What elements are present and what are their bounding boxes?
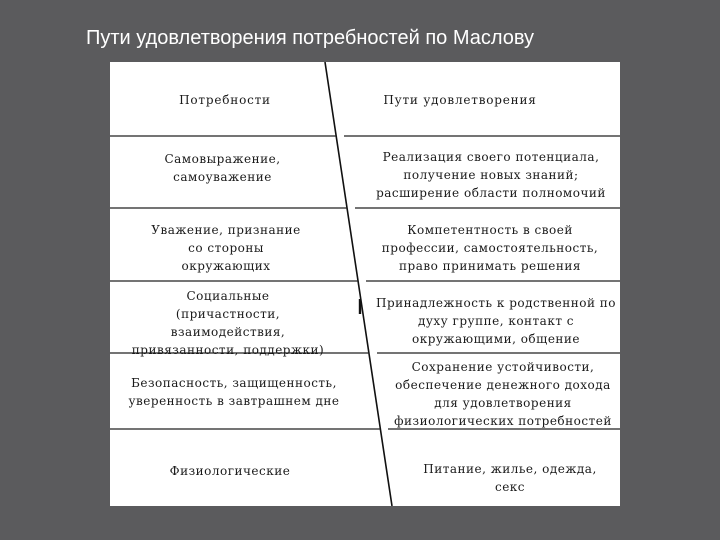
need-physiological: Физиологические	[169, 464, 291, 478]
way-safety: Сохранение устойчивости, обеспечение денежного дохода для удовлетворения физиологических потребностей	[394, 360, 612, 428]
need-respect: Уважение, признание со стороны окружающих	[151, 223, 301, 273]
way-social: Принадлежность к родственной по духу группе, контакт с окружающими, общение	[376, 296, 616, 346]
need-self-expression: Самовыражение, самоуважение	[164, 152, 281, 184]
column-divider	[325, 62, 392, 506]
need-social: Социальные (причастности, взаимодействия, привязанности, поддержки)	[131, 289, 325, 357]
header-needs: Потребности	[179, 93, 271, 107]
header-ways: Пути удовлетворения	[383, 93, 537, 107]
way-physiological: Питание, жилье, одежда, секс	[423, 462, 597, 494]
way-respect: Компетентность в своей профессии, самостоятельность, право принимать решения	[381, 223, 599, 273]
table-lines	[110, 62, 620, 506]
slide-title: Пути удовлетворения потребностей по Маслову	[86, 27, 535, 49]
need-safety: Безопасность, защищенность, уверенность в завтрашнем дне	[128, 376, 340, 408]
needs-table	[110, 62, 620, 506]
way-self-expression: Реализация своего потенциала, получение новых знаний; расширение области полномочий	[376, 150, 606, 200]
